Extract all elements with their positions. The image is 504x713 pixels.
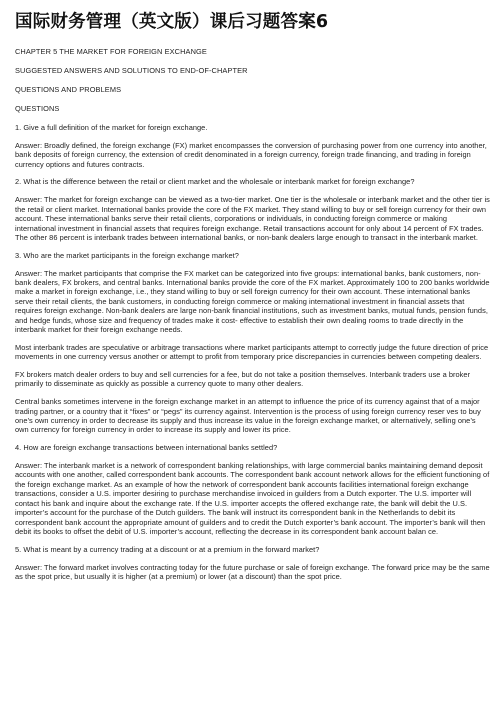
questions-heading: QUESTIONS [15, 104, 60, 113]
section-heading-line-2: QUESTIONS AND PROBLEMS [15, 85, 122, 94]
answer-3-paragraph-2: Most interbank trades are speculative or arbitrage transactions where market participants attempt to correctly judge the future direction of price movements in one currency versus another or attempt to profit from temporary price discrepancies in currencies between competing dealers. [15, 342, 489, 362]
chapter-heading: CHAPTER 5 THE MARKET FOR FOREIGN EXCHANGE [15, 47, 207, 56]
answer-1: Answer: Broadly defined, the foreign exchange (FX) market encompasses the conversion of purchasing power from one currency into another, bank deposits of foreign currency, the extension of credit denominated in a foreign currency, foreign trade financing, and trading in foreign currency options and futures contracts. [15, 140, 487, 169]
question-1: 1. Give a full definition of the market for foreign exchange. [15, 123, 208, 132]
question-5: 5. What is meant by a currency trading at a discount or at a premium in the forward market? [15, 544, 320, 554]
answer-3-paragraph-4: Central banks sometimes intervene in the foreign exchange market in an attempt to influence the price of its currency against that of a major trading partner, or a country that it “fixes” or “pegs” its currency against. Intervention is the process of using foreign currency reser ves to buy one’s own currency in order to decrease its supply and thus increase its value in the foreign exchange market, or alternatively, selling one’s own currency for foreign currency in order to increase its supply and lower its price. [15, 397, 481, 435]
question-2: 2. What is the difference between the retail or client market and the wholesale or interbank market for foreign exchange? [15, 177, 415, 187]
answer-4: Answer: The interbank market is a network of correspondent banking relationships, with large commercial banks maintaining demand deposit accounts with one another, called correspondent bank accounts. The correspondent bank account network allows for the efficient functioning of the foreign exchange market. As an example of how the network of correspondent bank accounts facilities international foreign exchange transactions, consider a U.S. importer desiring to purchase merchandise invoiced in guilders from a Dutch exporter. The U.S. importer will contact his bank and inquire about the exchange rate. If the U.S. importer accepts the offered exchange rate, the bank will debit the U.S. importer’s account for the purchase of the Dutch guilders. The bank will instruct its correspondent bank in the Netherlands to debit its correspondent bank account the appropriate amount of guilders and to credit the Dutch exporter’s bank account. The importer’s bank will then debit its books to offset the debit of U.S. importer’s account, reflecting the decrease in its correspondent bank account balan ce. [15, 460, 490, 537]
question-4: 4. How are foreign exchange transactions between international banks settled? [15, 443, 278, 453]
answer-3: Answer: The market participants that comprise the FX market can be categorized into five groups: international banks, bank customers, non-bank dealers, FX brokers, and central banks. International banks provide the core of the FX market. Approximately 100 to 200 banks worldwide make a market in foreign exchange, i.e., they stand willing to buy or sell foreign currency for their own account. These international banks serve their retail clients, the bank customers, in conducting foreign commerce or making international investment in financial assets that requires foreign exchange. Non-bank dealers are large non-bank financial institutions, such as investment banks, mutual funds, pension funds, and hedge funds, whose size and frequency of trades make it cost- effective to establish their own dealing rooms to trade directly in the interbank market for their foreign exchange needs. [15, 268, 490, 335]
answer-2: Answer: The market for foreign exchange can be viewed as a two-tier market. One tier is the wholesale or interbank market and the other tier is the retail or client market. International banks provide the core of the FX market. They stand willing to buy or sell foreign currency for their own account. These international banks serve their retail clients, corporations or individuals, in conducting foreign commerce or making international investment in financial assets that requires foreign exchange. Retail transactions account for only about 14 percent of FX trades. The other 86 percent is interbank trades between international banks, or non-bank dealers large enough to transact in the interbank market. [15, 195, 490, 243]
answer-3-paragraph-3: FX brokers match dealer orders to buy and sell currencies for a fee, but do not take a position themselves. Interbank traders use a broker primarily to disseminate as quickly as possible a currency quote to many other dealers. [15, 369, 471, 389]
document-title: 国际财务管理（英文版）课后习题答案6 [15, 12, 329, 32]
answer-5: Answer: The forward market involves contracting today for the future purchase or sale of foreign exchange. The forward price may be the same as the spot price, but usually it is higher (at a premium) or lower (at a discount) than the spot price. [15, 562, 490, 582]
question-3: 3. Who are the market participants in the foreign exchange market? [15, 250, 239, 260]
section-heading-line-1: SUGGESTED ANSWERS AND SOLUTIONS TO END-OF-CHAPTER [15, 66, 248, 75]
